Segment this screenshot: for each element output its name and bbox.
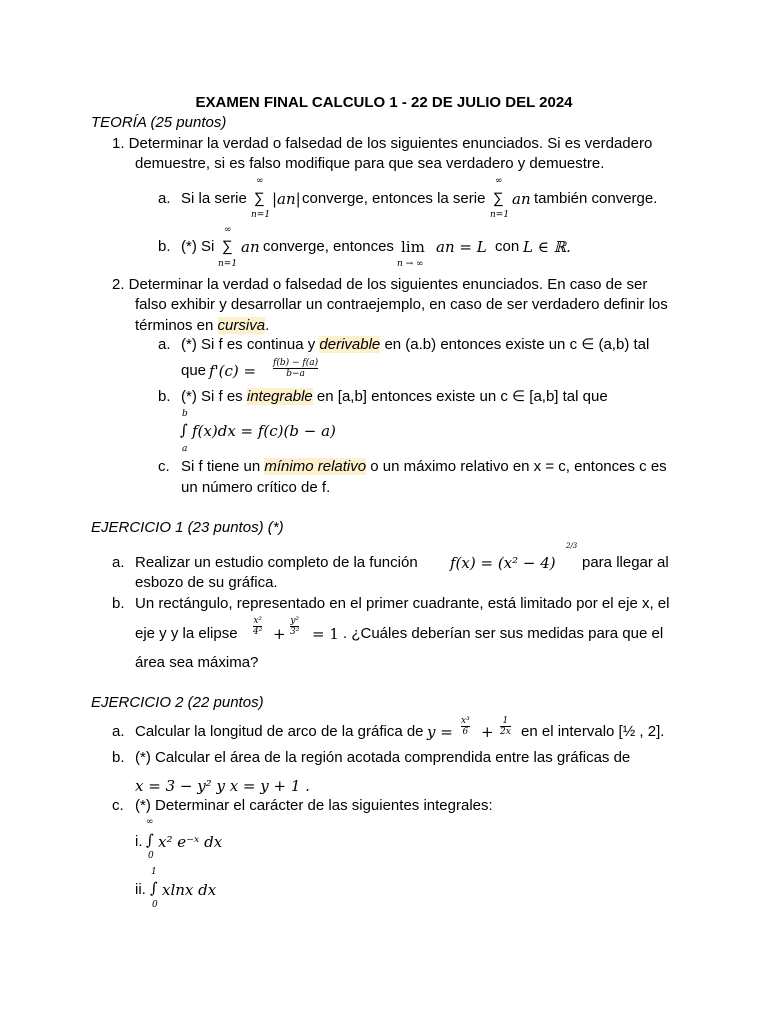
sum-upper: ∞ bbox=[256, 176, 264, 186]
q1-line2: demuestre, si es falso modifique para que sea verdadero y demuestre. bbox=[135, 155, 605, 172]
ej1b-f2-denominator: 3² bbox=[290, 627, 300, 637]
integral-icon-2: ∫ bbox=[146, 831, 154, 849]
q2b-highlight: integrable bbox=[246, 388, 313, 405]
ej1b-text3: . ¿Cuáles deberían ser sus medidas para que el bbox=[343, 625, 664, 642]
q2b-text1: (*) Si f es bbox=[181, 388, 243, 405]
ej2a-f1-numerator: x³ bbox=[461, 716, 470, 726]
ej1b-f1-denominator: 4² bbox=[253, 627, 263, 637]
q2a-text2: en (a.b) entonces existe un c ∈ (a,b) tal bbox=[384, 336, 650, 353]
q2c-highlight: mínimo relativo bbox=[264, 458, 367, 475]
ej2c-ii-formula: xlnx dx bbox=[162, 881, 217, 899]
ej1a-formula: f(x) = (x² − 4) bbox=[450, 554, 556, 572]
ej2a-f2-denominator: 2x bbox=[500, 727, 511, 737]
q2b-text2: en [a,b] entonces existe un c ∈ [a,b] tal que bbox=[316, 388, 608, 405]
q2b-label: b. bbox=[158, 388, 171, 405]
q2a-fraction bbox=[273, 358, 318, 379]
ej2a-plus: + bbox=[481, 723, 494, 741]
sum-icon-3: ∑ bbox=[222, 238, 233, 255]
ej1b-label: b. bbox=[112, 595, 125, 612]
q1b-text3: con bbox=[495, 238, 520, 255]
q1-line1: 1. Determinar la verdad o falsedad de los siguientes enunciados. Si es verdadero bbox=[112, 135, 653, 152]
q2a-formula: f'(c) = bbox=[209, 362, 257, 380]
ej2a-fraction-1 bbox=[461, 716, 470, 737]
q1a-label: a. bbox=[158, 190, 171, 207]
integral-icon: ∫ bbox=[180, 421, 188, 439]
q2b-lower: a bbox=[182, 444, 188, 454]
q2b-line1 bbox=[181, 388, 608, 406]
q2a-text1: (*) Si f es continua y bbox=[181, 336, 316, 353]
ej2c-i-formula: x² e⁻ˣ dx bbox=[158, 833, 223, 851]
q2a-label: a. bbox=[158, 336, 171, 353]
q1a-abs: |an| bbox=[272, 190, 301, 208]
sum-icon-2: ∑ bbox=[493, 190, 504, 207]
ej2c-i-label: i. bbox=[135, 833, 143, 850]
ej2-heading: EJERCICIO 2 (22 puntos) bbox=[91, 694, 264, 711]
ej1b-f1-numerator: x² bbox=[253, 616, 263, 626]
teoria-heading: TEORÍA (25 puntos) bbox=[91, 114, 227, 131]
sum-upper-3: ∞ bbox=[224, 225, 232, 235]
ej1a-text1: Realizar un estudio completo de la función bbox=[135, 554, 418, 571]
ej1b-f2-numerator: y² bbox=[290, 616, 300, 626]
integral-icon-3: ∫ bbox=[150, 879, 158, 897]
sum-lower-3: n=1 bbox=[218, 259, 238, 269]
ej1b-text1: Un rectángulo, representado en el primer cuadrante, está limitado por el eje x, el bbox=[135, 595, 670, 612]
ej2b-text1: (*) Calcular el área de la región acotada comprendida entre las gráficas de bbox=[135, 749, 631, 766]
q1a-text1: Si la serie bbox=[181, 190, 247, 207]
sum-upper-2: ∞ bbox=[495, 176, 503, 186]
q2a-highlight: derivable bbox=[319, 336, 381, 353]
ej1-heading-text: EJERCICIO 1 (23 puntos) (*) bbox=[91, 519, 284, 536]
ej2a-label: a. bbox=[112, 723, 125, 740]
ej1a-label: a. bbox=[112, 554, 125, 571]
sum-icon: ∑ bbox=[254, 190, 265, 207]
ej1b-text2: eje y y la elipse bbox=[135, 625, 238, 642]
q2a-numerator: f(b) − f(a) bbox=[273, 358, 319, 368]
ej2a-f2-numerator: 1 bbox=[502, 716, 509, 726]
q2c-label: c. bbox=[158, 458, 170, 475]
ej2b-label: b. bbox=[112, 749, 125, 766]
q2c-text3: un número crítico de f. bbox=[181, 479, 331, 496]
q1b-eq: an = L bbox=[436, 238, 487, 256]
ej2c-ii-lower: 0 bbox=[152, 900, 158, 910]
ej1a-text3: esbozo de su gráfica. bbox=[135, 574, 278, 591]
ej2b-formula: x = 3 − y² y x = y + 1 . bbox=[135, 777, 310, 795]
q2c-line1 bbox=[181, 458, 667, 476]
ej2a-text2: en el intervalo [½ , 2]. bbox=[521, 723, 665, 740]
sum-lower-2: n=1 bbox=[490, 210, 510, 220]
ej2a-f1-denominator: 6 bbox=[462, 727, 469, 737]
ej2c-ii-label: ii. bbox=[135, 881, 146, 898]
ej2a-y: y = bbox=[427, 723, 453, 741]
q1b-lim: lim bbox=[401, 238, 425, 256]
ej2a-fraction-2 bbox=[500, 716, 511, 737]
sum-lower: n=1 bbox=[251, 210, 271, 220]
q2c-text1: Si f tiene un bbox=[181, 458, 261, 475]
q2-line3 bbox=[135, 317, 269, 335]
q1b-label: b. bbox=[158, 238, 171, 255]
ej2c-i-upper: ∞ bbox=[146, 817, 154, 827]
q2a-text3: que bbox=[181, 362, 207, 379]
q1a-text3: también converge. bbox=[534, 190, 658, 207]
ej1a-text2: para llegar al bbox=[582, 554, 669, 571]
q1b-text2: converge, entonces bbox=[263, 238, 394, 255]
ej2c-i-lower: 0 bbox=[148, 851, 154, 861]
q2-line3c: . bbox=[265, 317, 270, 334]
q2-line3a: términos en bbox=[135, 317, 214, 334]
ej2a-text1: Calcular la longitud de arco de la gráfica de bbox=[135, 723, 424, 740]
q1b-cond: L ∈ ℝ. bbox=[523, 238, 571, 256]
q1a-text2: converge, entonces la serie bbox=[302, 190, 486, 207]
q2b-formula: f(x)dx = f(c)(b − a) bbox=[192, 422, 336, 440]
q2-line2: falso exhibir y desarrollar un contraejemplo, en caso de ser verdadero definir los bbox=[135, 296, 668, 313]
ej2c-text1: (*) Determinar el carácter de las siguientes integrales: bbox=[135, 797, 493, 814]
ej1b-text4: área sea máxima? bbox=[135, 654, 259, 671]
q2a-denominator: b−a bbox=[286, 369, 305, 379]
q1a-an: an bbox=[512, 190, 531, 208]
exam-title: EXAMEN FINAL CALCULO 1 - 22 DE JULIO DEL 2024 bbox=[195, 94, 573, 111]
ej1a-exponent: 2/3 bbox=[566, 542, 578, 550]
q2-line3-highlight: cursiva bbox=[217, 317, 266, 334]
q2a-line1 bbox=[181, 336, 649, 354]
q1b-limsub: n → ∞ bbox=[397, 259, 424, 269]
ej2c-label: c. bbox=[112, 797, 124, 814]
ej1b-eq: = 1 bbox=[312, 625, 339, 643]
q2c-text2: o un máximo relativo en x = c, entonces c es bbox=[370, 458, 667, 475]
ej1-heading bbox=[91, 519, 284, 537]
ej1b-plus: + bbox=[273, 625, 286, 643]
ej1b-fraction-2 bbox=[290, 616, 299, 637]
q2-line1: 2. Determinar la verdad o falsedad de los siguientes enunciados. En caso de ser bbox=[112, 276, 648, 293]
q1b-an: an bbox=[241, 238, 260, 256]
ej1b-fraction-1 bbox=[253, 616, 262, 637]
q1b-text1: (*) Si bbox=[181, 238, 215, 255]
ej2c-ii-upper: 1 bbox=[151, 867, 157, 877]
q2b-upper: b bbox=[182, 409, 188, 419]
